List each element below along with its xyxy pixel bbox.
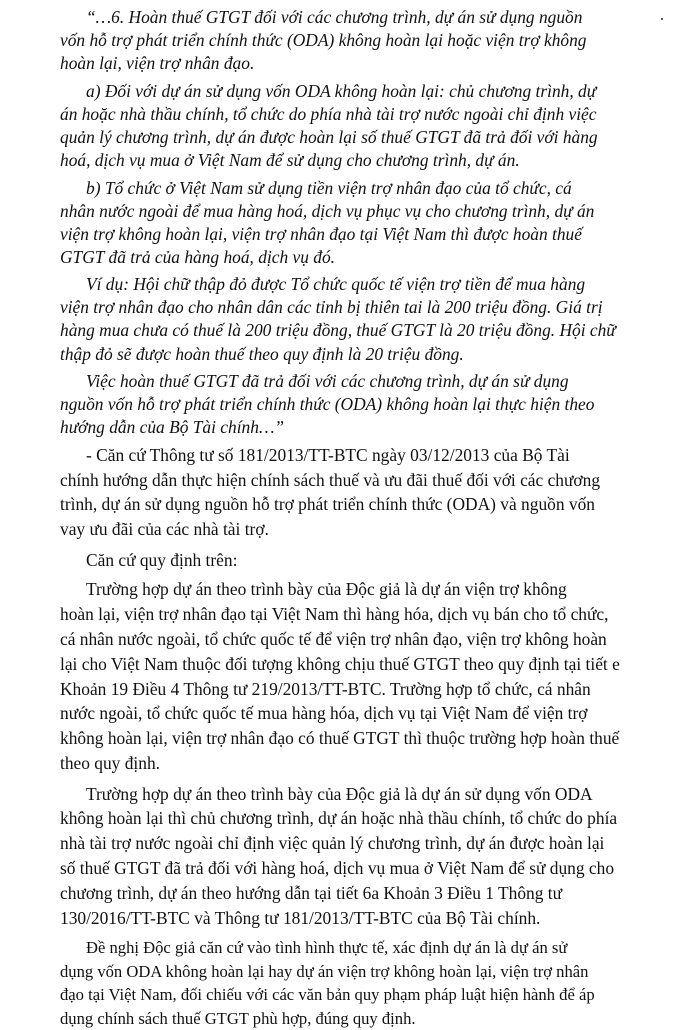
text-line: số thuế GTGT đã trả đối với hàng hoá, dịch vụ mua ở Việt Nam để sử dụng cho: [60, 858, 615, 879]
text-line: hàng mua chưa có thuế là 200 triệu đồng, thuế GTGT là 20 triệu đồng. Hội chữ: [60, 320, 616, 341]
text-line: trình, dự án sử dụng nguồn hỗ trợ phát triển chính thức (ODA) và nguồn vốn: [60, 494, 595, 515]
text-line: Ví dụ: Hội chữ thập đỏ được Tổ chức quốc tế viện trợ tiền để mua hàng: [86, 274, 586, 295]
text-line: - Căn cứ Thông tư số 181/2013/TT-BTC ngày 03/12/2013 của Bộ Tài: [86, 444, 570, 465]
text-line: Việc hoàn thuế GTGT đã trả đối với các chương trình, dự án sử dụng: [86, 371, 569, 391]
text-line: đạo tại Việt Nam, đối chiếu với các văn bản quy phạm pháp luật hiện hành để áp: [60, 985, 595, 1005]
text-line: lại cho Việt Nam thuộc đối tượng không chịu thuế GTGT theo quy định tại tiết e: [60, 653, 620, 674]
text-line: Trường hợp dự án theo trình bày của Độc giả là dự án viện trợ không: [86, 579, 567, 600]
text-line: hoàn lại, viện trợ nhân đạo.: [60, 53, 255, 74]
scan-speck: [661, 18, 663, 20]
text-line: Khoản 19 Điều 4 Thông tư 219/2013/TT-BTC. Trường hợp tổ chức, cá nhân: [60, 678, 591, 699]
text-line: nhà tài trợ nước ngoài chỉ định việc quản lý chương trình, dự án được hoàn lại: [60, 833, 605, 854]
text-line: 130/2016/TT-BTC và Thông tư 181/2013/TT-BTC của Bộ Tài chính.: [60, 907, 541, 928]
text-line: theo quy định.: [60, 753, 160, 774]
text-line: viện trợ nhân đạo cho nhân dân các tỉnh bị thiên tai là 200 triệu đồng. Giá trị: [60, 297, 603, 318]
text-line: vốn hỗ trợ phát triển chính thức (ODA) không hoàn lại hoặc viện trợ không: [60, 30, 587, 51]
text-line: nguồn vốn hỗ trợ phát triển chính thức (ODA) không hoàn lại thực hiện theo: [60, 394, 595, 414]
text-line: hướng dẫn của Bộ Tài chính…”: [60, 417, 285, 438]
text-line: Căn cứ quy định trên:: [86, 549, 238, 570]
text-line: án hoặc nhà thầu chính, tổ chức do phía nhà tài trợ nước ngoài chỉ định việc: [60, 104, 597, 125]
text-line: hoàn lại, viện trợ nhân đạo tại Việt Nam thì hàng hóa, dịch vụ bán cho tổ chức,: [60, 604, 609, 624]
text-line: viện trợ không hoàn lại, viện trợ nhân đạo tại Việt Nam thì được hoàn thuế: [60, 223, 582, 244]
text-line: dụng chính sách thuế GTGT phù hợp, đúng quy định.: [60, 1008, 416, 1028]
text-line: nước ngoài, tổ chức quốc tế mua hàng hóa, dịch vụ tại Việt Nam để viện trợ: [60, 703, 588, 724]
text-line: vay ưu đãi của các nhà tài trợ.: [60, 519, 269, 540]
text-line: “…6. Hoàn thuế GTGT đối với các chương trình, dự án sử dụng nguồn: [86, 7, 583, 28]
text-line: Trường hợp dự án theo trình bày của Độc giả là dự án sử dụng vốn ODA: [86, 783, 593, 804]
text-line: không hoàn lại, viện trợ nhân đạo có thuế GTGT thì thuộc trường hợp hoàn thuế: [60, 728, 620, 749]
text-line: cá nhân nước ngoài, tổ chức quốc tế để viện trợ nhân đạo, viện trợ không hoàn: [60, 628, 607, 649]
text-line: nhân nước ngoài để mua hàng hoá, dịch vụ phục vụ cho chương trình, dự án: [60, 200, 595, 221]
text-line: chính hướng dẫn thực hiện chính sách thuế và ưu đãi thuế đối với các chương: [60, 469, 601, 490]
text-line: không hoàn lại thì chủ chương trình, dự án hoặc nhà thầu chính, tổ chức do phía: [60, 808, 618, 829]
text-line: quản lý chương trình, dự án được hoàn lại số thuế GTGT đã trả đối với hàng: [60, 127, 598, 148]
text-line: a) Đối với dự án sử dụng vốn ODA không hoàn lại: chủ chương trình, dự: [86, 81, 597, 101]
text-line: thập đỏ sẽ được hoàn thuế theo quy định là 20 triệu đồng.: [60, 343, 464, 364]
text-line: b) Tổ chức ở Việt Nam sử dụng tiền viện trợ nhân đạo của tổ chức, cá: [86, 177, 572, 198]
text-line: hoá, dịch vụ mua ở Việt Nam để sử dụng cho chương trình, dự án.: [60, 150, 520, 170]
text-line: GTGT đã trả của hàng hoá, dịch vụ đó.: [60, 246, 336, 267]
text-line: chương trình, dự án theo hướng dẫn tại tiết 6a Khoản 3 Điều 1 Thông tư: [60, 882, 563, 903]
text-line: dụng vốn ODA không hoàn lại hay dự án viện trợ không hoàn lại, viện trợ nhân: [60, 961, 589, 981]
text-line: Đề nghị Độc giả căn cứ vào tình hình thực tế, xác định dự án là dự án sử: [86, 938, 568, 958]
